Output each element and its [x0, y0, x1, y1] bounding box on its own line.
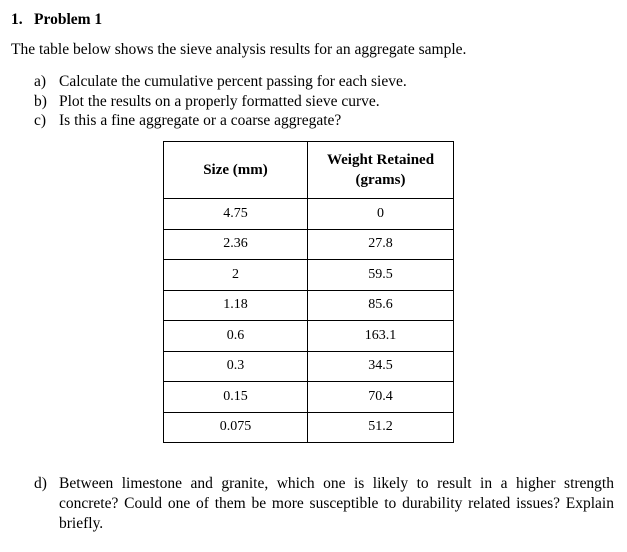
size-column-header: Size (mm)	[164, 142, 308, 199]
table-row	[164, 412, 454, 443]
question-letter: d)	[34, 475, 47, 492]
weight-cell: 27.8	[308, 229, 454, 260]
problem-number: 1.	[11, 11, 23, 28]
question-text: Calculate the cumulative percent passing for each sieve.	[59, 73, 407, 90]
size-cell: 4.75	[164, 199, 308, 230]
weight-cell: 34.5	[308, 351, 454, 382]
table-row	[164, 260, 454, 291]
weight-cell: 51.2	[308, 412, 454, 443]
question-a	[34, 72, 407, 92]
problem-title: Problem 1	[34, 11, 103, 28]
question-list	[34, 72, 407, 131]
table-row	[164, 290, 454, 321]
question-text: Between limestone and granite, which one is likely to result in a higher strength concrete? Could one of them be more susceptible to durability related issues? Explain briefly.	[59, 475, 614, 532]
question-c	[34, 111, 407, 131]
intro-text: The table below shows the sieve analysis results for an aggregate sample.	[11, 41, 467, 58]
size-cell: 0.6	[164, 321, 308, 352]
size-cell: 0.3	[164, 351, 308, 382]
weight-cell: 70.4	[308, 382, 454, 413]
size-cell: 0.075	[164, 412, 308, 443]
question-letter: a)	[34, 73, 47, 90]
table-row	[164, 199, 454, 230]
table-header-row	[164, 142, 454, 199]
question-text: Is this a fine aggregate or a coarse aggregate?	[59, 112, 342, 129]
problem-heading	[11, 11, 102, 29]
table-row	[164, 229, 454, 260]
table-row	[164, 351, 454, 382]
question-text: Plot the results on a properly formatted sieve curve.	[59, 92, 380, 110]
weight-cell: 0	[308, 199, 454, 230]
size-cell: 2.36	[164, 229, 308, 260]
table-row	[164, 382, 454, 413]
weight-cell: 85.6	[308, 290, 454, 321]
question-d	[34, 474, 614, 534]
size-cell: 2	[164, 260, 308, 291]
weight-cell: 163.1	[308, 321, 454, 352]
question-letter: c)	[34, 112, 47, 129]
size-cell: 1.18	[164, 290, 308, 321]
question-b	[34, 92, 407, 112]
sieve-table	[163, 141, 454, 443]
table-row	[164, 321, 454, 352]
weight-cell: 59.5	[308, 260, 454, 291]
weight-column-header: Weight Retained (grams)	[308, 142, 454, 199]
size-cell: 0.15	[164, 382, 308, 413]
question-letter: b)	[34, 92, 47, 110]
